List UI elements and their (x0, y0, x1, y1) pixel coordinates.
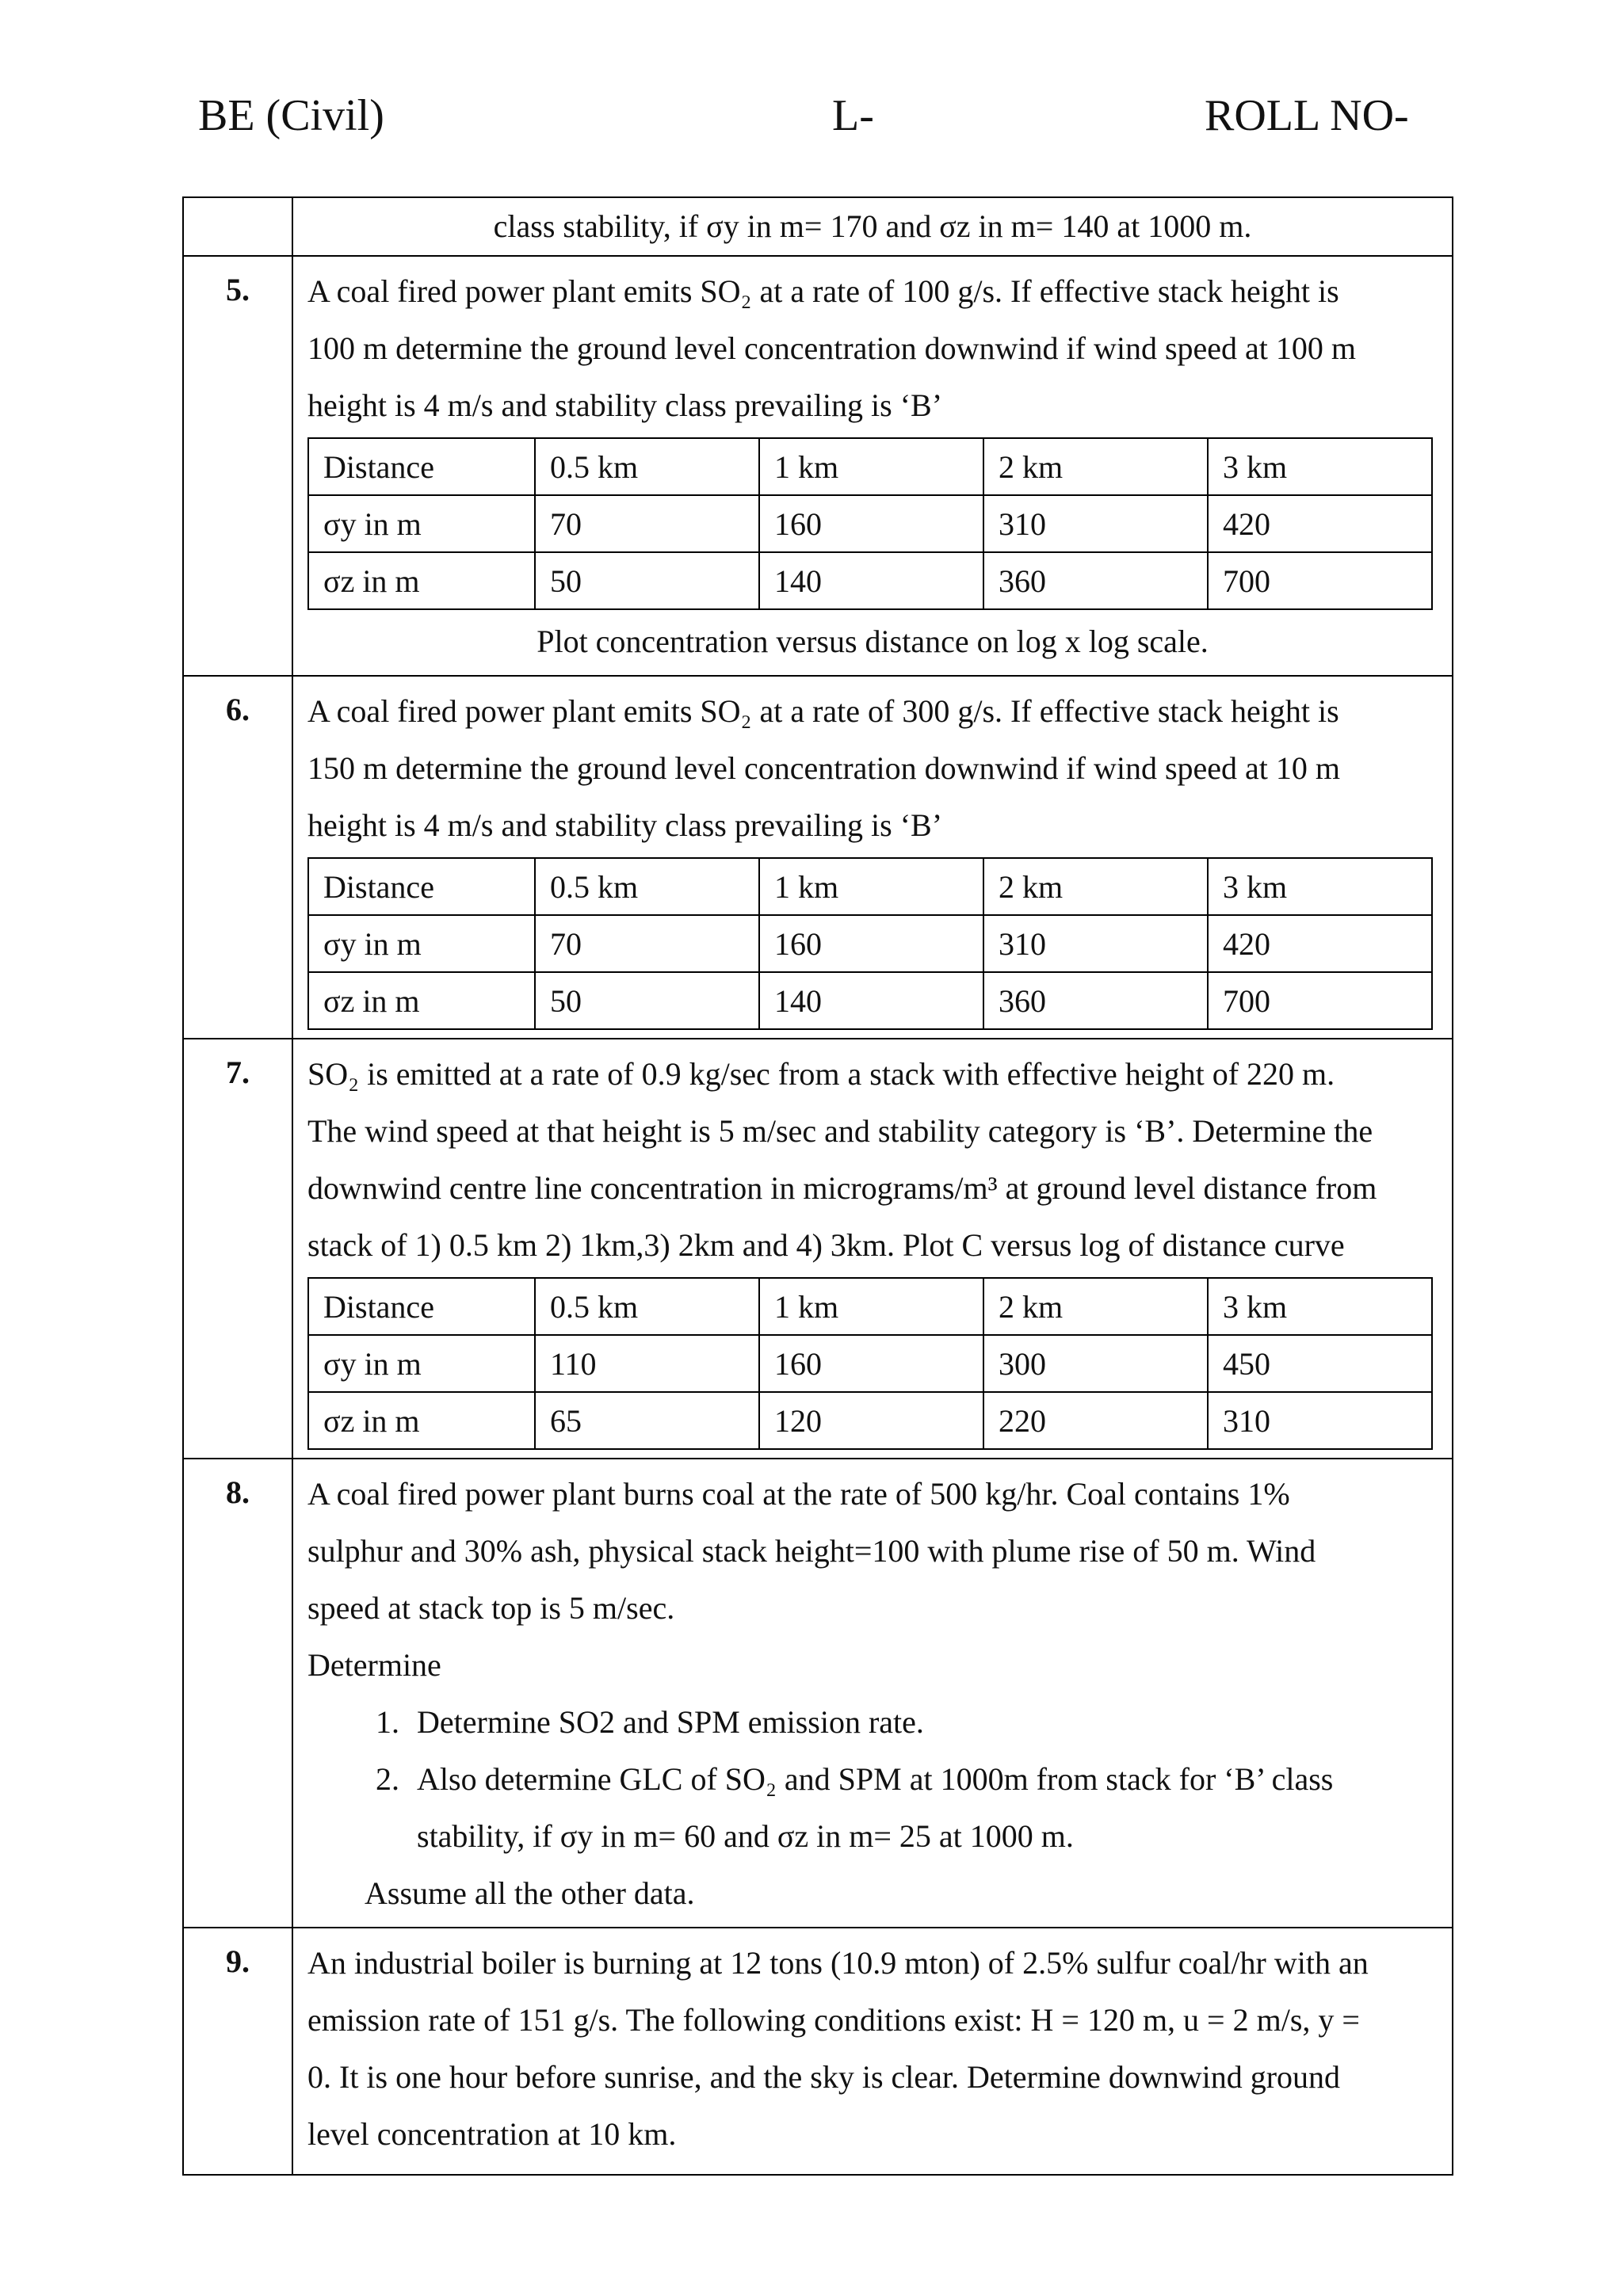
table-cell: Distance (308, 438, 535, 495)
table-cell: 3 km (1208, 438, 1432, 495)
table-cell: 300 (983, 1335, 1208, 1392)
table-cell: 220 (983, 1392, 1208, 1449)
table-cell: 420 (1208, 495, 1432, 552)
table-cell: 160 (759, 1335, 983, 1392)
question-number: 9. (183, 1928, 292, 2175)
table-cell: 3 km (1208, 858, 1432, 915)
question-text-line: height is 4 m/s and stability class prevailing is ‘B’ (307, 387, 943, 423)
question-text-line: A coal fired power plant emits SO₂ at a rate of 300 g/s. If effective stack height is (307, 693, 1339, 729)
question-row-9 (183, 1928, 1453, 2175)
table-cell: σy in m (308, 915, 535, 972)
question-text-line: A coal fired power plant emits SO₂ at a rate of 100 g/s. If effective stack height is (307, 273, 1339, 309)
table-row (308, 1335, 1432, 1392)
question-text-line: class stability, if σy in m= 170 and σz in m= 140 at 1000 m. (493, 208, 1252, 244)
question-text-line: A coal fired power plant burns coal at the rate of 500 kg/hr. Coal contains 1% (307, 1476, 1290, 1512)
list-item: 1. Determine SO2 and SPM emission rate. (407, 1694, 1438, 1751)
table-cell: 1 km (759, 438, 983, 495)
table-row (308, 858, 1432, 915)
table-cell: 160 (759, 915, 983, 972)
question-text-line: emission rate of 151 g/s. The following conditions exist: H = 120 m, u = 2 m/s, y = (307, 2002, 1360, 2038)
question-text-line: 100 m determine the ground level concentration downwind if wind speed at 100 m (307, 330, 1357, 366)
table-cell: σy in m (308, 495, 535, 552)
table-cell: Distance (308, 1278, 535, 1335)
table-cell: 50 (535, 972, 759, 1029)
table-cell: Distance (308, 858, 535, 915)
table-cell: 0.5 km (535, 1278, 759, 1335)
table-cell: 110 (535, 1335, 759, 1392)
question-row-5 (183, 256, 1453, 676)
dispersion-table (307, 857, 1433, 1030)
question-text-line: stack of 1) 0.5 km 2) 1km,3) 2km and 4) 3km. Plot C versus log of distance curve (307, 1227, 1345, 1263)
list-item-continuation: stability, if σy in m= 60 and σz in m= 25 at 1000 m. (417, 1818, 1074, 1854)
questions-table (182, 196, 1453, 2176)
table-cell: 1 km (759, 1278, 983, 1335)
table-cell: 420 (1208, 915, 1432, 972)
question-row-continued (183, 197, 1453, 256)
table-row (308, 915, 1432, 972)
question-row-7 (183, 1039, 1453, 1459)
table-cell: 3 km (1208, 1278, 1432, 1335)
table-cell: 310 (983, 915, 1208, 972)
table-cell: 360 (983, 972, 1208, 1029)
table-cell: 0.5 km (535, 858, 759, 915)
question-text-line: The wind speed at that height is 5 m/sec and stability category is ‘B’. Determine the (307, 1113, 1373, 1149)
table-cell: 450 (1208, 1335, 1432, 1392)
table-cell: 2 km (983, 1278, 1208, 1335)
table-cell: 70 (535, 495, 759, 552)
table-cell: 700 (1208, 552, 1432, 609)
question-number: 6. (183, 676, 292, 1039)
table-cell: σy in m (308, 1335, 535, 1392)
question-text-line: downwind centre line concentration in micrograms/m³ at ground level distance from (307, 1170, 1377, 1206)
question-text-line: sulphur and 30% ash, physical stack height=100 with plume rise of 50 m. Wind (307, 1533, 1316, 1569)
table-cell: σz in m (308, 552, 535, 609)
question-text-line: 0. It is one hour before sunrise, and the sky is clear. Determine downwind ground (307, 2059, 1341, 2095)
table-cell: 160 (759, 495, 983, 552)
table-cell: 2 km (983, 858, 1208, 915)
question-number: 7. (183, 1039, 292, 1459)
table-cell: 140 (759, 972, 983, 1029)
question-text-line: level concentration at 10 km. (307, 2116, 677, 2152)
table-cell: 65 (535, 1392, 759, 1449)
question-text-line: SO₂ is emitted at a rate of 0.9 kg/sec from a stack with effective height of 220 m. (307, 1056, 1335, 1092)
table-row (308, 1392, 1432, 1449)
table-cell: 310 (1208, 1392, 1432, 1449)
table-cell: σz in m (308, 1392, 535, 1449)
question-text-line: 150 m determine the ground level concentration downwind if wind speed at 10 m (307, 750, 1341, 786)
question-text-line: An industrial boiler is burning at 12 tons (10.9 mton) of 2.5% sulfur coal/hr with an (307, 1945, 1369, 1981)
question-assumption: Assume all the other data. (365, 1875, 695, 1911)
table-cell: 2 km (983, 438, 1208, 495)
list-item: 2. Also determine GLC of SO₂ and SPM at 1000m from stack for ‘B’ class (407, 1751, 1438, 1808)
dispersion-table (307, 437, 1433, 610)
question-row-8 (183, 1459, 1453, 1928)
table-cell: 120 (759, 1392, 983, 1449)
table-cell: 360 (983, 552, 1208, 609)
table-cell: 70 (535, 915, 759, 972)
question-number: 8. (183, 1459, 292, 1928)
table-cell: 0.5 km (535, 438, 759, 495)
question-number: 5. (183, 256, 292, 676)
table-row (308, 495, 1432, 552)
question-text-line: Determine (307, 1647, 441, 1683)
table-cell: 310 (983, 495, 1208, 552)
question-note: Plot concentration versus distance on log x log scale. (537, 624, 1209, 659)
table-row (308, 972, 1432, 1029)
table-cell: σz in m (308, 972, 535, 1029)
question-text-line: speed at stack top is 5 m/sec. (307, 1590, 675, 1626)
question-text-line: height is 4 m/s and stability class prevailing is ‘B’ (307, 807, 943, 843)
sub-question-list (307, 1694, 1438, 1808)
header-lecture: L- (832, 91, 874, 140)
question-row-6 (183, 676, 1453, 1039)
table-cell: 140 (759, 552, 983, 609)
header-roll-no: ROLL NO- (1205, 91, 1409, 140)
header-course: BE (Civil) (198, 91, 384, 140)
table-row (308, 438, 1432, 495)
table-row (308, 1278, 1432, 1335)
table-cell: 1 km (759, 858, 983, 915)
dispersion-table (307, 1277, 1433, 1450)
table-cell: 50 (535, 552, 759, 609)
table-row (308, 552, 1432, 609)
table-cell: 700 (1208, 972, 1432, 1029)
